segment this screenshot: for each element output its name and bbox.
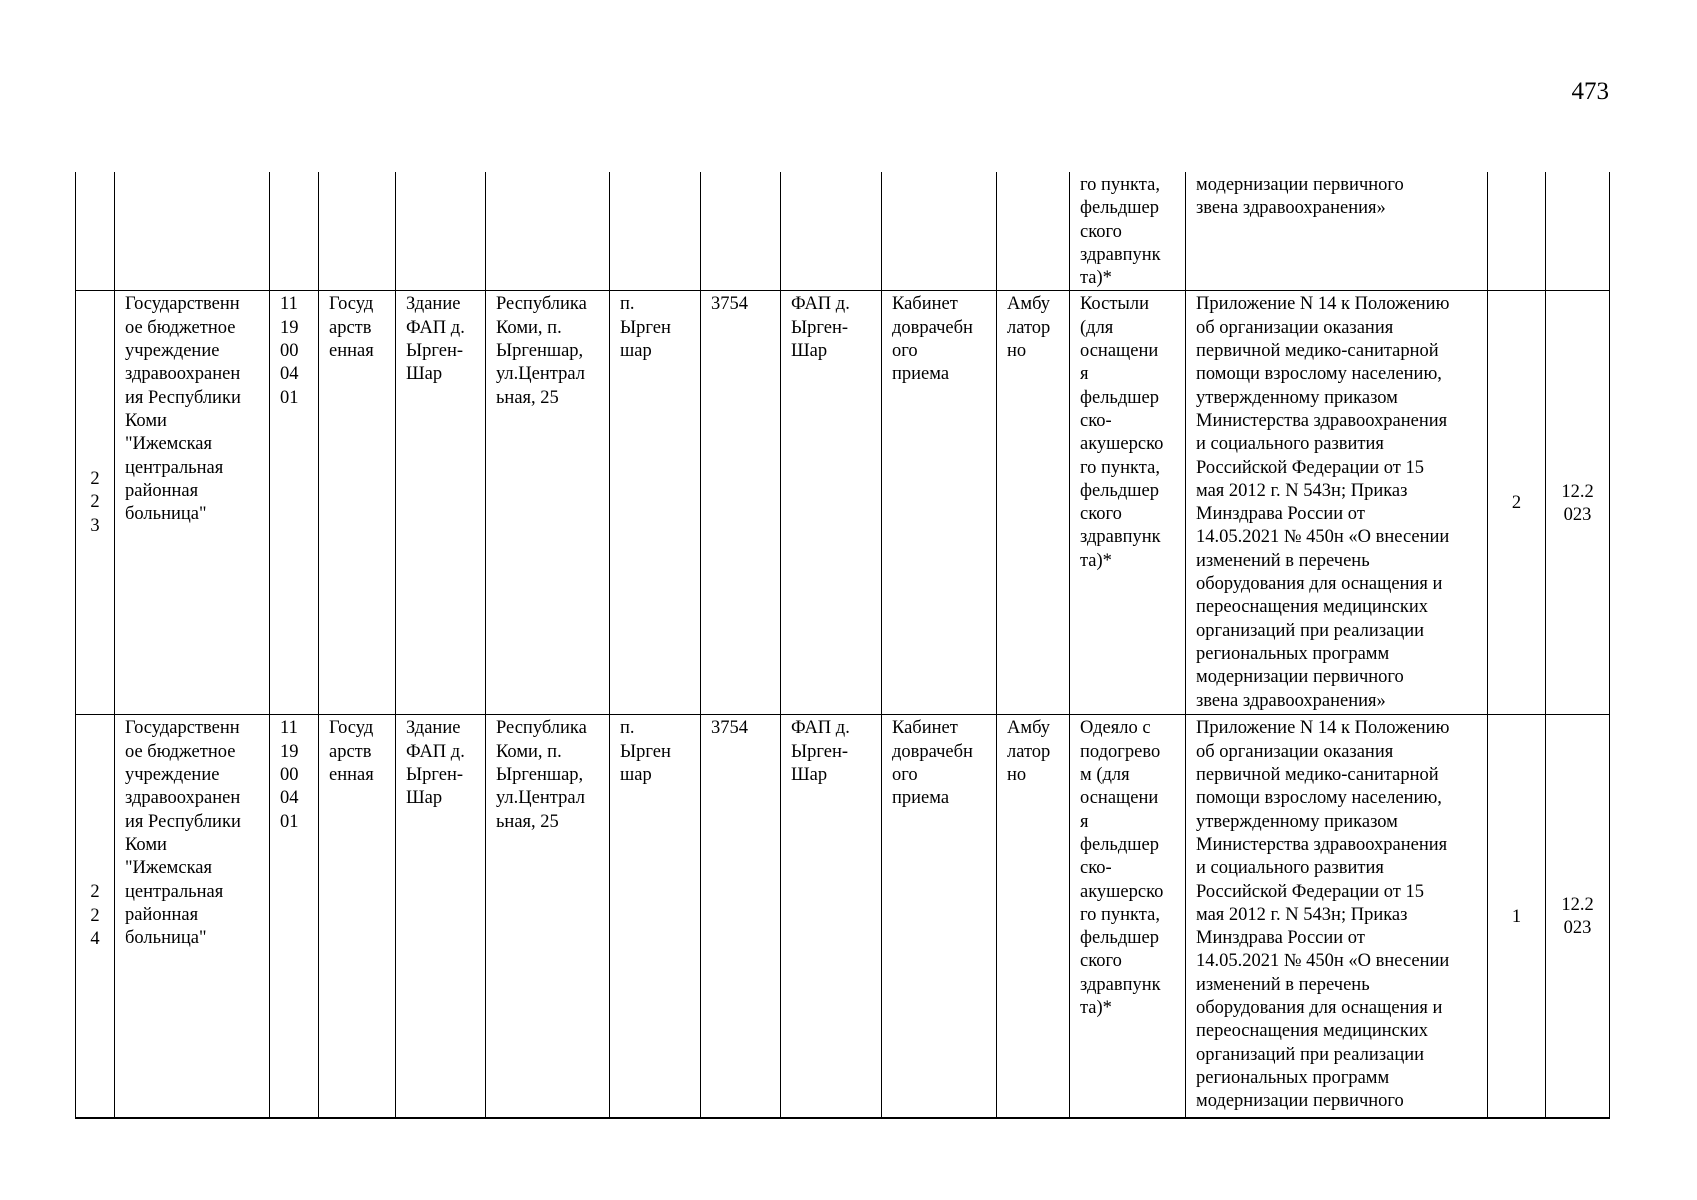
- cell-org: [115, 172, 270, 291]
- table-row: [76, 291, 1610, 715]
- table-row: [76, 715, 1610, 1118]
- cell-quantity: 1: [1488, 715, 1546, 1118]
- cell-room: [882, 172, 997, 291]
- cell-population: 3754: [701, 291, 781, 715]
- cell-date: 12.2 023: [1546, 291, 1610, 715]
- cell-subdivision: [781, 172, 882, 291]
- cell-num: 2 2 4: [76, 715, 115, 1118]
- cell-building: Здание ФАП д. Ырген- Шар: [396, 291, 486, 715]
- cell-care-form: [997, 172, 1070, 291]
- cell-room: Кабинет доврачебн ого приема: [882, 715, 997, 1118]
- cell-code: 11 19 00 04 01: [270, 715, 319, 1118]
- cell-date: [1546, 172, 1610, 291]
- cell-quantity: [1488, 172, 1546, 291]
- cell-org: Государственн ое бюджетное учреждение здравоохранен ия Республики Коми "Ижемская центральная районная больница": [115, 291, 270, 715]
- cell-address: Республика Коми, п. Ыргеншар, ул.Централ ьная, 25: [486, 715, 610, 1118]
- page-number: 473: [1571, 78, 1609, 105]
- cell-subdivision: ФАП д. Ырген- Шар: [781, 715, 882, 1118]
- cell-building: [396, 172, 486, 291]
- cell-quantity: 2: [1488, 291, 1546, 715]
- cell-org: Государственн ое бюджетное учреждение здравоохранен ия Республики Коми "Ижемская центральная районная больница": [115, 715, 270, 1118]
- cell-population: [701, 172, 781, 291]
- cell-subdivision: ФАП д. Ырген- Шар: [781, 291, 882, 715]
- cell-regulation: Приложение N 14 к Положению об организации оказания первичной медико-санитарной помощи взрослому населению, утвержденному приказом Министерства здравоохранения и социального развития Российской Федерации от 15 мая 2012 г. N 543н; Приказ Минздрава России от 14.05.2021 № 450н «О внесении изменений в перечень оборудования для оснащения и переоснащения медицинских организаций при реализации региональных программ модернизации первичного звена здравоохранения»: [1186, 291, 1488, 715]
- cell-ownership: [319, 172, 396, 291]
- cell-address: Республика Коми, п. Ыргеншар, ул.Централ ьная, 25: [486, 291, 610, 715]
- table-row-continuation: [76, 172, 1610, 291]
- cell-equipment: го пункта, фельдшер ского здравпунк та)*: [1070, 172, 1186, 291]
- cell-equipment: Костыли (для оснащени я фельдшер ско- акушерско го пункта, фельдшер ского здравпунк та)*: [1070, 291, 1186, 715]
- cell-ownership: Госуд арств енная: [319, 291, 396, 715]
- equipment-registry-table: [75, 172, 1610, 1119]
- cell-building: Здание ФАП д. Ырген- Шар: [396, 715, 486, 1118]
- cell-room: Кабинет доврачебн ого приема: [882, 291, 997, 715]
- cell-code: 11 19 00 04 01: [270, 291, 319, 715]
- cell-num: 2 2 3: [76, 291, 115, 715]
- cell-address: [486, 172, 610, 291]
- cell-care-form: Амбу латор но: [997, 291, 1070, 715]
- cell-locality: п. Ырген шар: [610, 291, 701, 715]
- cell-ownership: Госуд арств енная: [319, 715, 396, 1118]
- cell-population: 3754: [701, 715, 781, 1118]
- cell-date: 12.2 023: [1546, 715, 1610, 1118]
- cell-num: [76, 172, 115, 291]
- cell-locality: [610, 172, 701, 291]
- cell-equipment: Одеяло с подогрево м (для оснащени я фельдшер ско- акушерско го пункта, фельдшер ского здравпунк та)*: [1070, 715, 1186, 1118]
- cell-code: [270, 172, 319, 291]
- cell-care-form: Амбу латор но: [997, 715, 1070, 1118]
- cell-locality: п. Ырген шар: [610, 715, 701, 1118]
- cell-regulation: модернизации первичного звена здравоохранения»: [1186, 172, 1488, 291]
- cell-regulation: Приложение N 14 к Положению об организации оказания первичной медико-санитарной помощи взрослому населению, утвержденному приказом Министерства здравоохранения и социального развития Российской Федерации от 15 мая 2012 г. N 543н; Приказ Минздрава России от 14.05.2021 № 450н «О внесении изменений в перечень оборудования для оснащения и переоснащения медицинских организаций при реализации региональных программ модернизации первичного: [1186, 715, 1488, 1118]
